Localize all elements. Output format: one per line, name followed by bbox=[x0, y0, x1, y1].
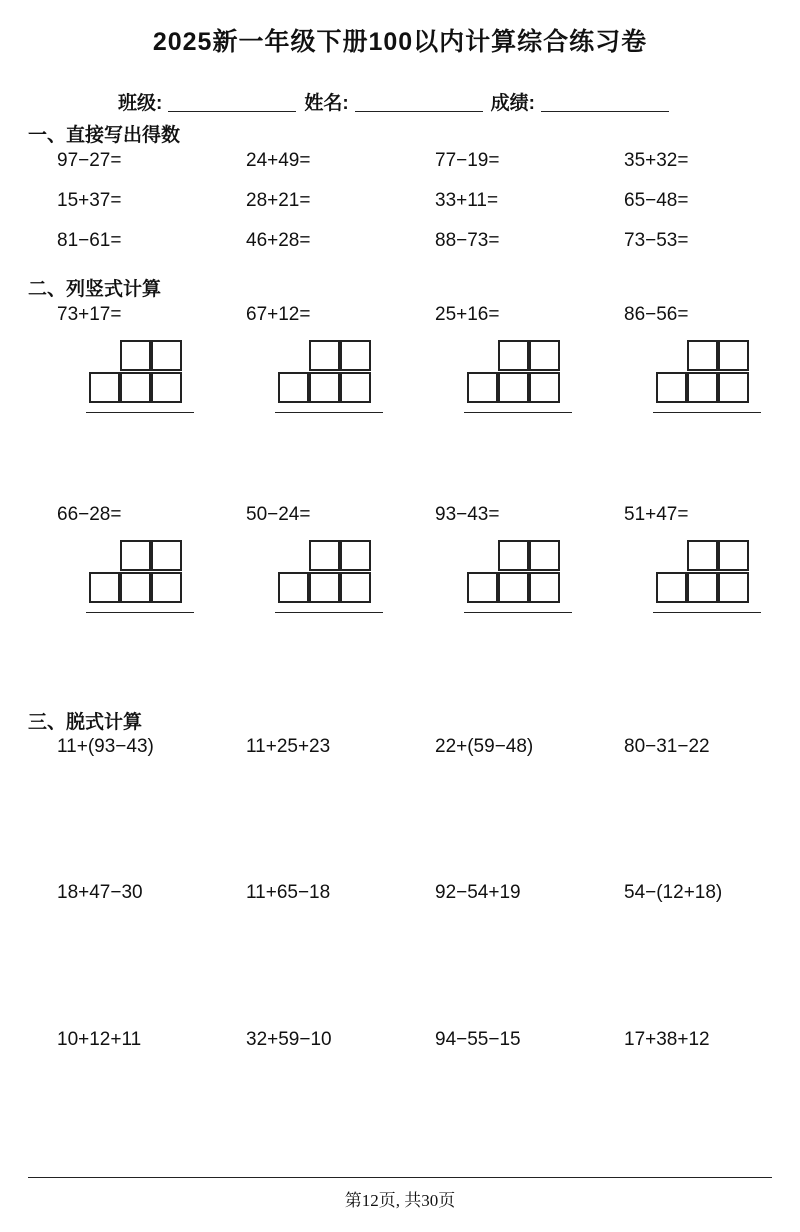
mental-math-problem: 77−19= bbox=[435, 150, 500, 171]
vertical-calc-grid bbox=[464, 340, 604, 430]
answer-box[interactable] bbox=[687, 572, 718, 603]
page-title: 2025新一年级下册100以内计算综合练习卷 bbox=[152, 28, 648, 56]
step-calc-problem: 54−(12+18) bbox=[624, 882, 723, 903]
result-line bbox=[275, 612, 383, 613]
vertical-calc-problem: 86−56= bbox=[624, 304, 689, 325]
answer-box[interactable] bbox=[529, 340, 560, 371]
step-calc-problem: 94−55−15 bbox=[435, 1029, 521, 1050]
step-calc-problem: 10+12+11 bbox=[57, 1029, 142, 1050]
answer-box[interactable] bbox=[309, 540, 340, 571]
result-line bbox=[86, 412, 194, 413]
result-line bbox=[653, 612, 761, 613]
answer-box[interactable] bbox=[120, 340, 151, 371]
mental-math-problem: 46+28= bbox=[246, 230, 311, 251]
name-field bbox=[304, 88, 490, 115]
footer-divider bbox=[28, 1177, 772, 1178]
student-info-row bbox=[118, 88, 677, 115]
answer-box[interactable] bbox=[309, 572, 340, 603]
answer-box[interactable] bbox=[151, 540, 182, 571]
vertical-calc-grid bbox=[275, 340, 415, 430]
vertical-calc-grid bbox=[653, 340, 793, 430]
step-calc-problem: 11+25+23 bbox=[246, 736, 331, 757]
result-line bbox=[464, 612, 572, 613]
answer-box[interactable] bbox=[120, 572, 151, 603]
class-blank[interactable] bbox=[168, 91, 296, 112]
answer-box[interactable] bbox=[309, 372, 340, 403]
score-label: 成绩: bbox=[490, 93, 535, 114]
answer-box[interactable] bbox=[340, 340, 371, 371]
step-calc-problem: 17+38+12 bbox=[624, 1029, 710, 1050]
result-line bbox=[464, 412, 572, 413]
answer-box[interactable] bbox=[120, 540, 151, 571]
mental-math-problem: 65−48= bbox=[624, 190, 689, 211]
answer-box[interactable] bbox=[718, 540, 749, 571]
answer-box[interactable] bbox=[529, 372, 560, 403]
answer-box[interactable] bbox=[718, 372, 749, 403]
mental-math-problem: 73−53= bbox=[624, 230, 689, 251]
mental-math-problem: 24+49= bbox=[246, 150, 311, 171]
answer-box[interactable] bbox=[718, 340, 749, 371]
vertical-calc-problem: 50−24= bbox=[246, 504, 311, 525]
section-3-title: 三、脱式计算 bbox=[28, 712, 143, 733]
vertical-calc-problem: 73+17= bbox=[57, 304, 122, 325]
mental-math-problem: 81−61= bbox=[57, 230, 122, 251]
vertical-calc-grid bbox=[86, 340, 226, 430]
score-field bbox=[491, 88, 677, 115]
mental-math-problem: 33+11= bbox=[435, 190, 499, 211]
answer-box[interactable] bbox=[718, 572, 749, 603]
vertical-calc-problem: 51+47= bbox=[624, 504, 689, 525]
answer-box[interactable] bbox=[278, 372, 309, 403]
answer-box[interactable] bbox=[151, 372, 182, 403]
answer-box[interactable] bbox=[467, 572, 498, 603]
page-number: 第12页, 共30页 bbox=[344, 1191, 456, 1210]
answer-box[interactable] bbox=[687, 372, 718, 403]
answer-box[interactable] bbox=[687, 540, 718, 571]
answer-box[interactable] bbox=[309, 340, 340, 371]
answer-box[interactable] bbox=[529, 540, 560, 571]
step-calc-problem: 11+(93−43) bbox=[57, 736, 154, 757]
answer-box[interactable] bbox=[151, 340, 182, 371]
step-calc-problem: 22+(59−48) bbox=[435, 736, 534, 757]
mental-math-problem: 97−27= bbox=[57, 150, 122, 171]
answer-box[interactable] bbox=[340, 372, 371, 403]
answer-box[interactable] bbox=[467, 372, 498, 403]
answer-box[interactable] bbox=[120, 372, 151, 403]
section-1-row bbox=[0, 230, 800, 260]
vertical-calc-problem: 67+12= bbox=[246, 304, 311, 325]
result-line bbox=[653, 412, 761, 413]
mental-math-problem: 88−73= bbox=[435, 230, 500, 251]
section-1-row bbox=[0, 190, 800, 220]
section-2-title: 二、列竖式计算 bbox=[28, 279, 162, 300]
answer-box[interactable] bbox=[340, 572, 371, 603]
answer-box[interactable] bbox=[656, 572, 687, 603]
step-calc-problem: 92−54+19 bbox=[435, 882, 521, 903]
answer-box[interactable] bbox=[340, 540, 371, 571]
vertical-calc-grid bbox=[464, 540, 604, 630]
result-line bbox=[86, 612, 194, 613]
vertical-calc-problem: 25+16= bbox=[435, 304, 500, 325]
vertical-calc-problem: 93−43= bbox=[435, 504, 500, 525]
answer-box[interactable] bbox=[498, 340, 529, 371]
answer-box[interactable] bbox=[656, 372, 687, 403]
vertical-calc-grid bbox=[653, 540, 793, 630]
mental-math-problem: 35+32= bbox=[624, 150, 689, 171]
step-calc-problem: 18+47−30 bbox=[57, 882, 143, 903]
section-1-row bbox=[0, 150, 800, 180]
answer-box[interactable] bbox=[89, 372, 120, 403]
answer-box[interactable] bbox=[498, 540, 529, 571]
vertical-calc-problem: 66−28= bbox=[57, 504, 122, 525]
step-calc-problem: 11+65−18 bbox=[246, 882, 331, 903]
mental-math-problem: 15+37= bbox=[57, 190, 122, 211]
result-line bbox=[275, 412, 383, 413]
answer-box[interactable] bbox=[89, 572, 120, 603]
answer-box[interactable] bbox=[498, 572, 529, 603]
section-1-title: 一、直接写出得数 bbox=[28, 125, 181, 146]
class-label: 班级: bbox=[118, 93, 163, 114]
name-blank[interactable] bbox=[355, 91, 483, 112]
step-calc-problem: 80−31−22 bbox=[624, 736, 710, 757]
vertical-calc-grid bbox=[86, 540, 226, 630]
answer-box[interactable] bbox=[687, 340, 718, 371]
class-field bbox=[118, 88, 304, 115]
score-blank[interactable] bbox=[541, 91, 669, 112]
name-label: 姓名: bbox=[304, 93, 349, 114]
step-calc-problem: 32+59−10 bbox=[246, 1029, 332, 1050]
answer-box[interactable] bbox=[278, 572, 309, 603]
vertical-calc-grid bbox=[275, 540, 415, 630]
mental-math-problem: 28+21= bbox=[246, 190, 311, 211]
answer-box[interactable] bbox=[151, 572, 182, 603]
answer-box[interactable] bbox=[498, 372, 529, 403]
answer-box[interactable] bbox=[529, 572, 560, 603]
